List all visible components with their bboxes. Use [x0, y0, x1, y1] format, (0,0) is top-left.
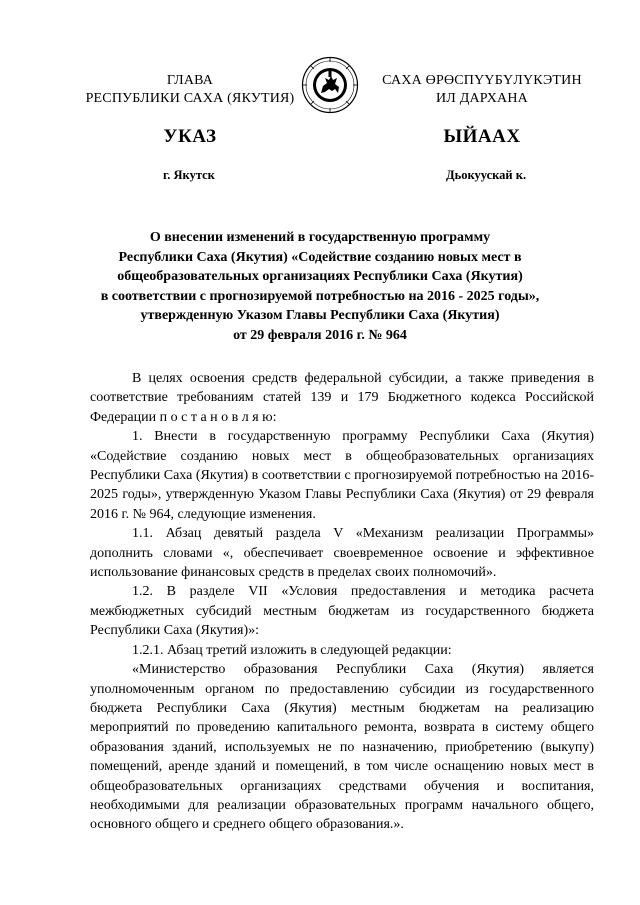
decree-label-sah: ЫЙААХ	[443, 126, 521, 147]
city-ru: г. Якутск	[163, 168, 215, 182]
issuer-ru-line1: ГЛАВА	[166, 73, 214, 88]
body-paragraph: В целях освоения средств федеральной субсидии, а также приведения в соответствие требованиям статей 139 и 179 Бюджетного кодекса Российской Федерации п о с т а н о в л я ю:	[90, 371, 594, 425]
body-paragraph: 1.1. Абзац девятый раздела V «Механизм реализации Программы» дополнить словами «, обеспечивает своевременное освоение и эффективное использование финансовых средств в пределах своих полномочий».	[90, 526, 594, 581]
issuer-sah-line1: САХА ӨРӨСПҮҮБҮЛҮКЭТИН	[382, 73, 582, 88]
title-line: Республики Саха (Якутия) «Содействие созданию новых мест в	[118, 249, 522, 265]
coat-of-arms-emblem	[301, 56, 359, 114]
document-body	[90, 369, 594, 835]
issuer-ru-line2: РЕСПУБЛИКИ САХА (ЯКУТИЯ)	[85, 91, 295, 106]
issuer-ru	[80, 72, 300, 108]
issuer-sah	[372, 72, 592, 108]
body-paragraph: 1. Внести в государственную программу Республики Саха (Якутия) «Содействие созданию новых мест в общеобразовательных организациях Республики Саха (Якутия) в соответствии с прогнозируемой потребностью на 2016-2025 годы», утвержденную Указом Главы Республики Саха (Якутия) от 29 февраля 2016 г. № 964, следующие изменения.	[90, 429, 594, 522]
title-line: в соответствии с прогнозируемой потребностью на 2016 - 2025 годы»,	[100, 288, 540, 304]
document-title	[90, 228, 550, 345]
title-line: утвержденную Указом Главы Республики Саха (Якутия)	[140, 308, 500, 323]
body-paragraph: «Министерство образования Республики Саха (Якутия) является уполномоченным органом по предоставлению субсидии из государственного бюджета Республики Саха (Якутия) местным бюджетам на реализацию мероприятий по проведению капитального ремонта, возврата в систему общего образования зданий, используемых не по назначению, приобретению (выкупу) помещений, аренде зданий и помещений, в том числе оснащению новых мест в общеобразовательных организациях средствами обучения и воспитания, необходимыми для реализации образовательных программ начального общего, основного общего и среднего общего образования.».	[90, 662, 594, 833]
issuer-sah-line2: ИЛ ДАРХАНА	[435, 91, 528, 106]
title-line: общеобразовательных организациях Республики Саха (Якутия)	[117, 269, 523, 284]
title-line: О внесении изменений в государственную программу	[149, 230, 491, 245]
body-paragraph: 1.2.1. Абзац третий изложить в следующей редакции:	[132, 642, 452, 658]
title-line: от 29 февраля 2016 г. № 964	[233, 327, 407, 343]
decree-label-ru: УКАЗ	[163, 126, 217, 147]
city-sah: Дьокуускай к.	[446, 168, 527, 182]
body-paragraph: 1.2. В разделе VII «Условия предоставления и методика расчета межбюджетных субсидий местным бюджетам из государственного бюджета Республики Саха (Якутия)»:	[90, 584, 594, 639]
